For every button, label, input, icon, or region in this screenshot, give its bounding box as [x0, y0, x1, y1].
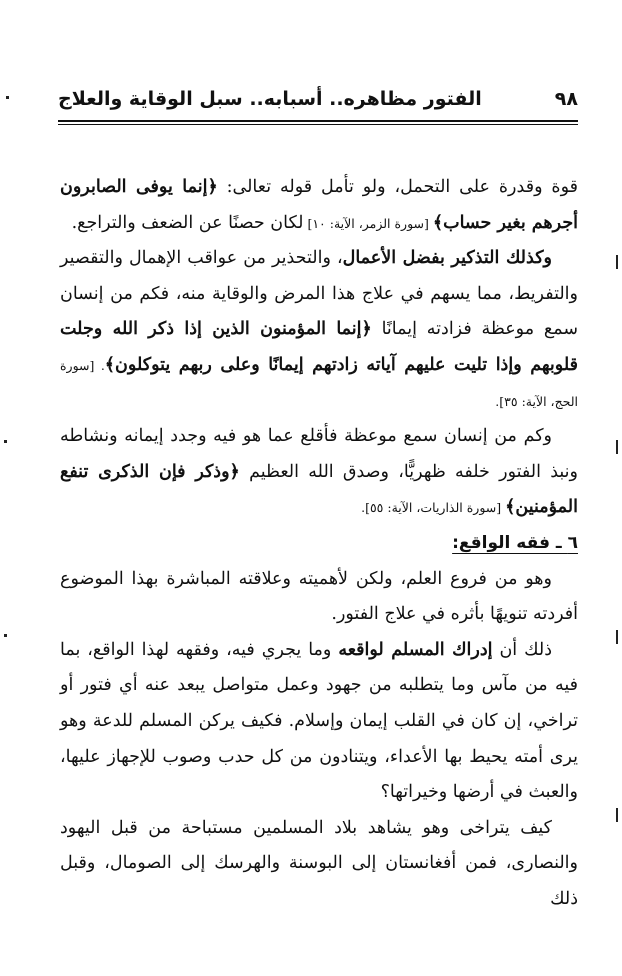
bold-lead: وكذلك التذكير بفضل الأعمال — [342, 248, 552, 269]
page-header — [58, 86, 578, 116]
scan-mark — [4, 634, 7, 637]
verse-reference: [سورة الزمر، الآية: ١٠] — [303, 215, 433, 231]
paragraph — [60, 633, 578, 811]
quran-verse: ﴿إنما المؤمنون الذين إذا ذكر الله وجلت قلوبهم وإذا تليت عليهم آياته زادتهم إيمانًا وعلى ربهم يتوكلون﴾ — [60, 319, 578, 375]
running-title: الفتور مظاهره.. أسبابه.. سبل الوقاية والعلاج — [58, 88, 482, 110]
scan-mark — [616, 808, 618, 822]
text-run: ، والتحذير من عواقب الإهمال والتقصير والتفريط، مما يسهم في علاج هذا المرض والوقاية منه، فكم من إنسان سمع موعظة فزادته إيمانًا — [60, 248, 578, 340]
text-run: وما يجري فيه، وفقهه لهذا الواقع، بما فيه من مآس وما يتطلبه من جهود وعمل متواصل يبعد عنه أي فتور أو تراخي، إن كان في القلب إيمان وإسلام. فكيف يركن المسلم للدعة وهو يرى أمته يحيط بها الأعداء، ويتنادون من كل حدب وصوب للإجهاز عليها، والعبث في أرضها وخيراتها؟ — [60, 639, 578, 803]
paragraph — [60, 419, 578, 526]
quran-verse: ﴿وذكر فإن الذكرى تنفع المؤمنين﴾ — [60, 461, 578, 518]
paragraph: وهو من فروع العلم، ولكن لأهميته وعلاقته المباشرة بهذا الموضوع أفردته تنويهًا بأثره في علاج الفتور. — [60, 568, 578, 625]
paragraph — [60, 170, 578, 241]
scan-mark — [616, 440, 618, 454]
quran-verse: ﴿إنما يوفى الصابرون أجرهم بغير حساب﴾ — [60, 177, 578, 233]
scan-mark — [616, 630, 618, 644]
verse-reference: [سورة الذاريات، الآية: ٥٥]. — [361, 500, 506, 516]
section-heading-line — [60, 526, 578, 562]
bold-phrase: إدراك المسلم لواقعه — [338, 639, 493, 660]
text-run: لكان حصنًا عن الضعف والتراجع. — [71, 212, 304, 233]
scan-mark — [4, 440, 7, 443]
text-run: وكم من إنسان سمع موعظة فأقلع عما هو فيه وجدد إيمانه ونشاطه ونبذ الفتور خلفه ظهريًّا، وصدق الله العظيم — [60, 426, 578, 482]
scan-mark — [6, 96, 9, 99]
page-body — [60, 170, 578, 917]
section-heading: ٦ ـ فقه الواقع: — [452, 532, 578, 553]
header-rule — [58, 120, 578, 125]
paragraph — [60, 241, 578, 419]
verse-reference: . [سورة الحج، الآية: ٣٥]. — [60, 357, 578, 409]
scan-mark — [616, 255, 618, 269]
text-run: قوة وقدرة على التحمل، ولو تأمل قوله تعالى: — [217, 177, 578, 197]
paragraph: كيف يتراخى وهو يشاهد بلاد المسلمين مستباحة من قبل اليهود والنصارى، فمن أفغانستان إلى البوسنة والهرسك إلى الصومال، وقبل ذلك — [60, 817, 578, 909]
page-number: ٩٨ — [554, 88, 578, 110]
text-run: ذلك أن — [492, 639, 552, 660]
